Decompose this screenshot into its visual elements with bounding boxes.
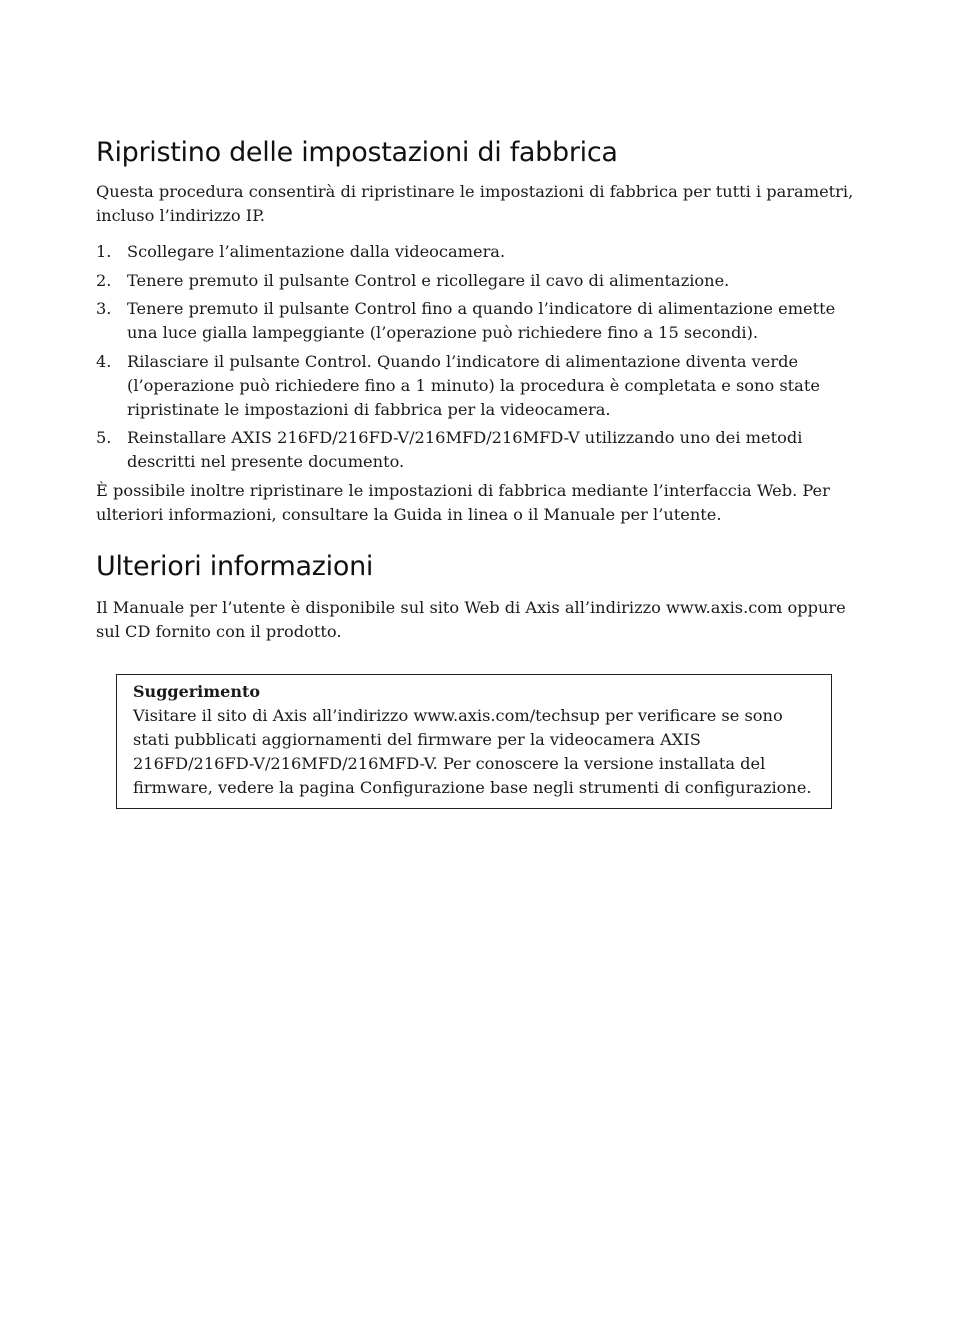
list-item — [96, 297, 858, 345]
step-number: 5. — [96, 428, 112, 447]
list-item — [96, 426, 858, 474]
step-text: Tenere premuto il pulsante Control e ricollegare il cavo di alimentazione. — [127, 270, 730, 290]
step-text: Tenere premuto il pulsante Control fino a quando l’indicatore di alimentazione emette una luce gialla lampeggiante (l’operazione può richiedere fino a 15 secondi). — [127, 299, 836, 342]
web-reset-note: È possibile inoltre ripristinare le impostazioni di fabbrica mediante l’interfaccia Web. Per ulteriori informazioni, consultare la Guida in linea o il Manuale per l’utente. — [96, 480, 830, 524]
step-text: Scollegare l’alimentazione dalla videocamera. — [127, 242, 506, 261]
list-item — [96, 350, 858, 422]
step-text: Rilasciare il pulsante Control. Quando l’indicatore di alimentazione diventa verde (l’operazione può richiedere fino a 1 minuto) la procedura è completata e sono state ripristinate le impostazioni di fabbrica per la videocamera. — [127, 351, 820, 419]
step-number: 1. — [96, 242, 112, 261]
further-info-heading: Ulteriori informazioni — [96, 550, 374, 582]
tip-title: Suggerimento — [133, 681, 261, 701]
step-number: 4. — [96, 351, 112, 371]
step-text: Reinstallare AXIS 216FD/216FD-V/216MFD/216MFD-V utilizzando uno dei metodi descritti nel presente documento. — [127, 428, 803, 471]
tip-body: Visitare il sito di Axis all’indirizzo www.axis.com/techsup per verificare se sono stati pubblicati aggiornamenti del firmware per la videocamera AXIS 216FD/216FD-V/216MFD/216MFD-V. Per conoscere la versione installata del firmware, vedere la pagina Configurazione base negli strumenti di configurazione. — [133, 705, 812, 797]
step-number: 3. — [96, 299, 112, 318]
list-item — [96, 269, 858, 293]
step-number: 2. — [96, 270, 112, 290]
document-page — [96, 133, 858, 809]
reset-steps-list — [96, 240, 858, 474]
list-item — [96, 240, 858, 264]
further-info-text: Il Manuale per l’utente è disponibile sul sito Web di Axis all’indirizzo www.axis.com oppure sul CD fornito con il prodotto. — [96, 597, 846, 641]
reset-intro: Questa procedura consentirà di ripristinare le impostazioni di fabbrica per tutti i parametri, incluso l’indirizzo IP. — [96, 182, 854, 225]
reset-heading: Ripristino delle impostazioni di fabbrica — [96, 137, 618, 168]
tip-box — [116, 674, 832, 809]
